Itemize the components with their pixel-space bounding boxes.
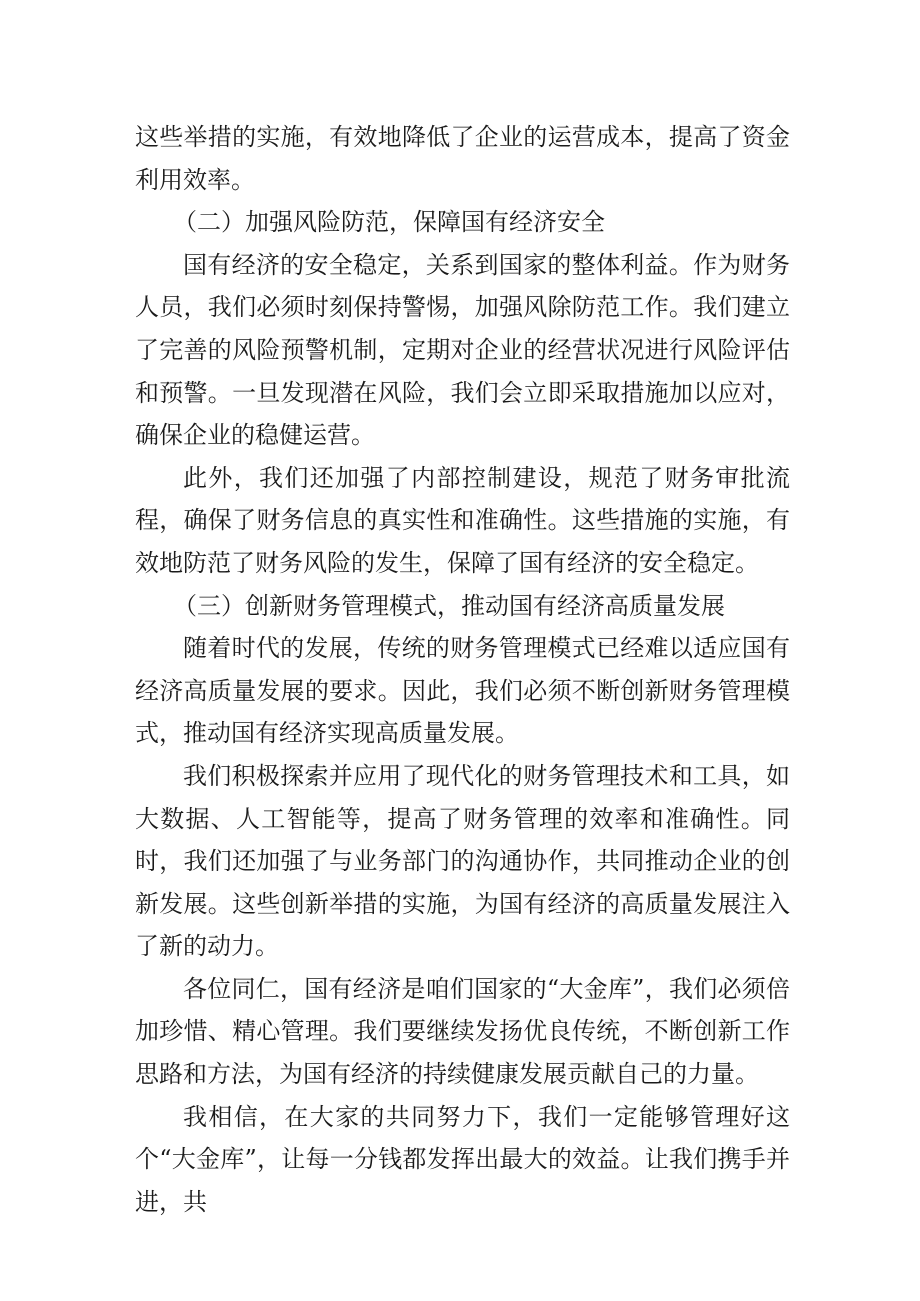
paragraph-internal-control: 此外，我们还加强了内部控制建设，规范了财务审批流程，确保了财务信息的真实性和准确性。这些措施的实施，有效地防范了财务风险的发生，保障了国有经济的安全稳定。	[135, 463, 790, 577]
paragraph-colleagues: 各位同仁，国有经济是咱们国家的“大金库”，我们必须倍加珍惜、精心管理。我们要继续发扬优良传统，不断创新工作思路和方法，为国有经济的持续健康发展贡献自己的力量。	[135, 974, 790, 1089]
section-heading-3: （三）创新财务管理模式，推动国有经济高质量发展	[173, 591, 725, 620]
paragraph-risk-prevention: 国有经济的安全稳定，关系到国家的整体利益。作为财务人员，我们必须时刻保持警惕，加强风除防范工作。我们建立了完善的风险预警机制，定期对企业的经营状况进行风险评估和预警。一旦发现潜在风险，我们会立即采取措施加以应对，确保企业的稳健运营。	[135, 250, 790, 450]
section-heading-2: （二）加强风险防范，保障国有经济安全	[173, 208, 605, 237]
paragraph-continuation: 这些举措的实施，有效地降低了企业的运营成本，提高了资金利用效率。	[135, 123, 790, 194]
document-body	[135, 116, 790, 1223]
paragraph-closing: 我相信，在大家的共同努力下，我们一定能够管理好这个“大金库”，让每一分钱都发挥出最大的效益。让我们携手并进，共	[135, 1102, 790, 1216]
paragraph-innovation-tools: 我们积极探索并应用了现代化的财务管理技术和工具，如大数据、人工智能等，提高了财务管理的效率和准确性。同时，我们还加强了与业务部门的沟通协作，共同推动企业的创新发展。这些创新举措的实施，为国有经济的高质量发展注入了新的动力。	[135, 761, 790, 961]
paragraph-innovation-need: 随着时代的发展，传统的财务管理模式已经难以适应国有经济高质量发展的要求。因此，我们必须不断创新财务管理模式，推动国有经济实现高质量发展。	[135, 634, 790, 748]
